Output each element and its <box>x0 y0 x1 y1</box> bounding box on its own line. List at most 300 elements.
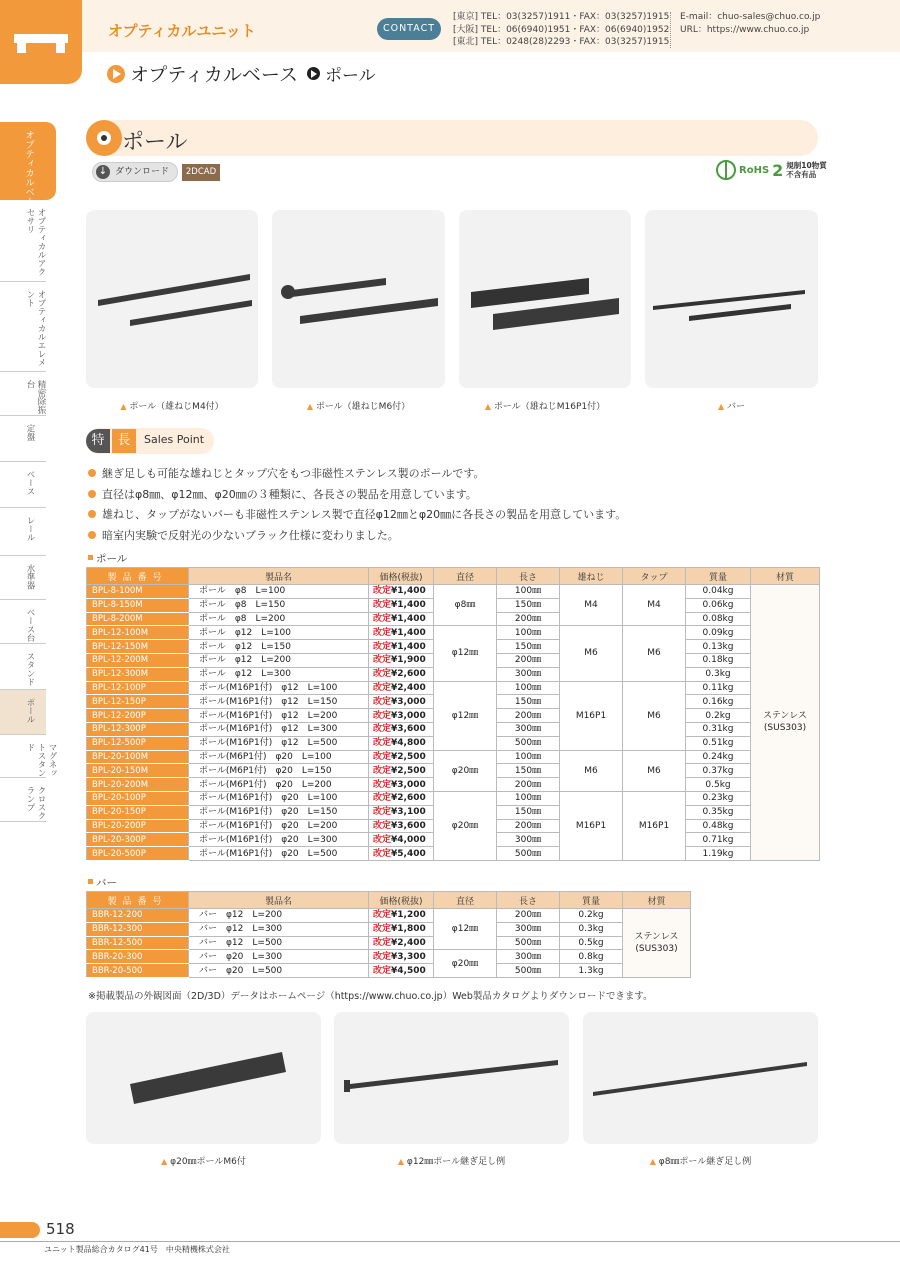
price-value: ¥1,200 <box>391 910 426 921</box>
diameter-cell: φ20㎜ <box>434 950 497 978</box>
feature-item: 継ぎ足しも可能な雄ねじとタップ穴をもつ非磁性ステンレス製のポールです。 <box>88 465 485 481</box>
sidenav-item-label: 精密除振台 <box>25 380 46 414</box>
revised-label: 改定 <box>373 951 392 962</box>
revised-label: 改定 <box>373 738 392 749</box>
footer-rule <box>0 1241 900 1242</box>
price-value: ¥3,000 <box>391 710 426 721</box>
product-name: バー φ12 L=500 <box>189 936 369 950</box>
revised-label: 改定 <box>373 613 392 624</box>
length-cell: 300㎜ <box>497 722 560 736</box>
section-title: オプティカルユニット <box>108 22 256 40</box>
product-name: ポール(M16P1付) φ12 L=300 <box>189 722 369 736</box>
weight-cell: 0.09kg <box>686 626 751 640</box>
pole-m6-image <box>272 210 445 388</box>
length-cell: 500㎜ <box>497 964 560 978</box>
globe-icon <box>716 160 736 180</box>
length-cell: 500㎜ <box>497 936 560 950</box>
length-cell: 500㎜ <box>497 847 560 861</box>
url-link[interactable]: URL：https://www.chuo.co.jp <box>680 24 810 35</box>
sidenav-item[interactable] <box>0 508 46 556</box>
feature-kanji-1: 特 <box>86 429 110 453</box>
column-header: 価格(税抜) <box>369 568 434 585</box>
pole-m4-image <box>86 210 258 388</box>
product-name: ポール(M16P1付) φ20 L=300 <box>189 833 369 847</box>
table-row <box>87 791 820 805</box>
revised-label: 改定 <box>373 937 392 948</box>
example-photo <box>583 1012 818 1144</box>
table-row <box>87 922 691 936</box>
diameter-cell: φ12㎜ <box>434 626 497 681</box>
price-cell <box>369 585 434 599</box>
pole-m16p1-image <box>459 210 631 388</box>
tap-cell: M16P1 <box>623 791 686 860</box>
price-value: ¥1,400 <box>391 627 426 638</box>
product-name: バー φ12 L=200 <box>189 909 369 923</box>
product-name: ポール φ12 L=300 <box>189 667 369 681</box>
product-name: ポール φ12 L=200 <box>189 653 369 667</box>
breadcrumb-main[interactable]: オプティカルベース <box>130 64 298 86</box>
product-code: BPL-20-200M <box>87 778 189 792</box>
price-cell <box>369 722 434 736</box>
example-photo <box>86 1012 321 1144</box>
caption-text: ポール（雄ねじM16P1付） <box>493 402 606 412</box>
product-photo <box>86 210 258 388</box>
price-value: ¥4,500 <box>391 965 426 976</box>
table-row <box>87 585 820 599</box>
tap-cell: M6 <box>623 626 686 681</box>
photo-caption: ▲ φ20㎜ポールM6付 <box>161 1157 246 1167</box>
price-value: ¥3,300 <box>391 951 426 962</box>
price-cell <box>369 612 434 626</box>
product-code: BPL-12-200M <box>87 653 189 667</box>
feature-kanji-2: 長 <box>112 429 136 453</box>
rohs-note-line: 不含有品 <box>786 170 817 179</box>
photo-caption: ▲ φ8㎜ポール継ぎ足し例 <box>649 1157 752 1167</box>
product-code: BPL-8-200M <box>87 612 189 626</box>
price-value: ¥2,400 <box>391 682 426 693</box>
caption-text: ポール（雄ねじM6付） <box>315 402 411 412</box>
product-code: BBR-12-500 <box>87 936 189 950</box>
table-row <box>87 750 820 764</box>
column-header: 製品番号 <box>87 568 189 585</box>
product-name: ポール(M16P1付) φ12 L=200 <box>189 709 369 723</box>
download-note: ※掲載製品の外観図面（2D/3D）データはホームページ（https://www.chuo.co.jp）Web製品カタログよりダウンロードできます。 <box>88 991 653 1002</box>
sidenav-item-label: スタンド <box>25 652 35 686</box>
photo-caption: ▲ ポール（雄ねじM4付） <box>120 402 224 412</box>
diameter-cell: φ20㎜ <box>434 750 497 791</box>
pole-table-heading: ポール <box>88 551 127 566</box>
cad-badge[interactable]: 2DCAD <box>182 164 220 181</box>
phone-tokyo: [東京] TEL：03(3257)1911・FAX：03(3257)1915 <box>453 12 670 22</box>
sidenav-item-label: ベース <box>25 470 35 496</box>
sidenav-item[interactable] <box>0 644 46 690</box>
page-title: ポール <box>122 130 188 155</box>
length-cell: 500㎜ <box>497 736 560 750</box>
page-number: 518 <box>46 1220 75 1238</box>
revised-label: 改定 <box>373 586 392 597</box>
weight-cell: 0.5kg <box>560 936 623 950</box>
weight-cell: 0.23kg <box>686 791 751 805</box>
price-cell <box>369 653 434 667</box>
sidenav-item-label: ポール <box>25 698 35 724</box>
price-cell <box>369 833 434 847</box>
title-dot-icon <box>97 131 111 145</box>
bar-spec-table <box>86 891 691 978</box>
price-value: ¥1,400 <box>391 613 426 624</box>
download-icon: ↓ <box>96 165 110 179</box>
price-cell <box>369 598 434 612</box>
product-code: BPL-8-100M <box>87 585 189 599</box>
product-code: BBR-12-200 <box>87 909 189 923</box>
pole-8-join-image <box>583 1012 818 1144</box>
product-code: BPL-12-150M <box>87 640 189 654</box>
length-cell: 100㎜ <box>497 585 560 599</box>
phone-list <box>453 11 669 49</box>
example-photo <box>334 1012 569 1144</box>
sidenav-item-label: 水準器 <box>25 564 35 590</box>
sidenav-item[interactable] <box>0 778 46 822</box>
product-name: バー φ12 L=300 <box>189 922 369 936</box>
price-value: ¥4,000 <box>391 834 426 845</box>
photo-caption: ▲ バー <box>717 402 746 412</box>
weight-cell: 0.08kg <box>686 612 751 626</box>
revised-label: 改定 <box>373 965 392 976</box>
material-cell: ステンレス (SUS303) <box>751 585 820 861</box>
feature-item: 暗室内実験で反射光の少ないブラック仕様に変わりました。 <box>88 527 399 543</box>
revised-label: 改定 <box>373 655 392 666</box>
sidenav-item[interactable] <box>0 462 46 508</box>
product-name: ポール(M16P1付) φ12 L=500 <box>189 736 369 750</box>
sidenav-item-label: レール <box>25 516 35 542</box>
revised-label: 改定 <box>373 793 392 804</box>
rohs-note <box>786 161 826 179</box>
price-cell <box>369 964 434 978</box>
length-cell: 200㎜ <box>497 612 560 626</box>
weight-cell: 0.11kg <box>686 681 751 695</box>
price-value: ¥1,400 <box>391 600 426 611</box>
revised-label: 改定 <box>373 710 392 721</box>
product-code: BPL-12-100M <box>87 626 189 640</box>
price-cell <box>369 750 434 764</box>
price-value: ¥2,600 <box>391 793 426 804</box>
product-code: BPL-12-300P <box>87 722 189 736</box>
revised-label: 改定 <box>373 641 392 652</box>
length-cell: 150㎜ <box>497 695 560 709</box>
price-cell <box>369 778 434 792</box>
pole-20-m6-image <box>86 1012 321 1144</box>
phone-osaka: [大阪] TEL：06(6940)1951・FAX：06(6940)1952 <box>453 24 670 35</box>
sidenav-item[interactable] <box>0 282 46 372</box>
price-value: ¥3,100 <box>391 807 426 818</box>
caption-text: ポール（雄ねじM4付） <box>129 402 224 412</box>
weight-cell: 0.5kg <box>686 778 751 792</box>
table-row <box>87 950 691 964</box>
weight-cell: 0.13kg <box>686 640 751 654</box>
bar-image <box>645 210 818 388</box>
product-code: BPL-12-150P <box>87 695 189 709</box>
price-value: ¥3,600 <box>391 820 426 831</box>
price-cell <box>369 667 434 681</box>
length-cell: 200㎜ <box>497 909 560 923</box>
sidenav-item-label: クロスクランプ <box>25 786 46 820</box>
table-row <box>87 909 691 923</box>
price-value: ¥1,400 <box>391 641 426 652</box>
photo-caption: ▲ ポール（雄ねじM6付） <box>306 402 411 412</box>
weight-cell: 0.48kg <box>686 819 751 833</box>
sidenav-item[interactable] <box>0 372 46 416</box>
product-code: BPL-20-200P <box>87 819 189 833</box>
product-name: ポール(M6P1付) φ20 L=150 <box>189 764 369 778</box>
price-cell <box>369 950 434 964</box>
sidenav-item[interactable] <box>0 200 46 282</box>
length-cell: 300㎜ <box>497 950 560 964</box>
product-name: ポール(M16P1付) φ12 L=150 <box>189 695 369 709</box>
sidenav-item-label: オプティカルアクセサリ <box>25 208 46 276</box>
weight-cell: 0.3kg <box>686 667 751 681</box>
table-row <box>87 964 691 978</box>
price-value: ¥2,500 <box>391 751 426 762</box>
weight-cell: 0.16kg <box>686 695 751 709</box>
bar-table-heading: バー <box>88 875 117 890</box>
product-name: ポール(M6P1付) φ20 L=100 <box>189 750 369 764</box>
revised-label: 改定 <box>373 910 392 921</box>
thread-cell: M16P1 <box>560 681 623 750</box>
thread-cell: M16P1 <box>560 791 623 860</box>
tap-cell: M6 <box>623 750 686 791</box>
price-cell <box>369 909 434 923</box>
footer-text: ユニット製品総合カタログ41号 中央精機株式会社 <box>44 1245 230 1254</box>
column-header: 材質 <box>751 568 820 585</box>
weight-cell: 0.37kg <box>686 764 751 778</box>
weight-cell: 0.31kg <box>686 722 751 736</box>
caption-text: バー <box>727 402 746 412</box>
sales-point-label: Sales Point <box>144 433 205 446</box>
contact-info <box>680 11 820 36</box>
diameter-cell: φ8㎜ <box>434 585 497 626</box>
sidenav-item[interactable] <box>0 735 57 778</box>
length-cell: 300㎜ <box>497 667 560 681</box>
price-value: ¥3,000 <box>391 779 426 790</box>
weight-cell: 0.18kg <box>686 653 751 667</box>
revised-label: 改定 <box>373 696 392 707</box>
product-name: ポール φ8 L=150 <box>189 598 369 612</box>
diameter-cell: φ12㎜ <box>434 909 497 950</box>
feature-item: 直径はφ8㎜、φ12㎜、φ20㎜の３種類に、各長さの製品を用意しています。 <box>88 486 477 502</box>
weight-cell: 0.35kg <box>686 805 751 819</box>
length-cell: 100㎜ <box>497 791 560 805</box>
rohs-number: 2 <box>772 160 784 180</box>
product-code: BPL-8-150M <box>87 598 189 612</box>
thread-cell: M6 <box>560 626 623 681</box>
length-cell: 200㎜ <box>497 653 560 667</box>
product-name: バー φ20 L=500 <box>189 964 369 978</box>
length-cell: 100㎜ <box>497 750 560 764</box>
product-name: ポール(M16P1付) φ20 L=500 <box>189 847 369 861</box>
price-value: ¥3,600 <box>391 724 426 735</box>
sidenav-item-label: マグネットスタンド <box>25 743 57 777</box>
price-value: ¥1,900 <box>391 655 426 666</box>
price-cell <box>369 764 434 778</box>
price-cell <box>369 791 434 805</box>
sidenav-item[interactable] <box>0 416 46 462</box>
column-header: 材質 <box>623 892 691 909</box>
pole-spec-table <box>86 567 820 861</box>
product-name: ポール φ12 L=150 <box>189 640 369 654</box>
weight-cell: 0.24kg <box>686 750 751 764</box>
price-cell <box>369 626 434 640</box>
play-icon <box>307 67 320 80</box>
table-row <box>87 626 820 640</box>
column-header: 価格(税抜) <box>369 892 434 909</box>
page-marker <box>0 1222 40 1238</box>
optical-base-icon <box>14 28 68 54</box>
diameter-cell: φ20㎜ <box>434 791 497 860</box>
product-code: BPL-20-100M <box>87 750 189 764</box>
product-photo <box>459 210 631 388</box>
price-cell <box>369 847 434 861</box>
column-header: 長さ <box>497 568 560 585</box>
price-cell <box>369 805 434 819</box>
price-value: ¥1,400 <box>391 586 426 597</box>
title-bar <box>86 120 818 156</box>
price-cell <box>369 819 434 833</box>
sidenav-item[interactable] <box>0 556 46 600</box>
sidenav-item-label: 定盤 <box>25 424 35 441</box>
revised-label: 改定 <box>373 682 392 693</box>
product-name: ポール φ12 L=100 <box>189 626 369 640</box>
column-header: 雄ねじ <box>560 568 623 585</box>
column-header: 直径 <box>434 892 497 909</box>
tap-cell: M4 <box>623 585 686 626</box>
price-value: ¥2,500 <box>391 765 426 776</box>
weight-cell: 1.19kg <box>686 847 751 861</box>
product-code: BPL-12-100P <box>87 681 189 695</box>
product-name: ポール(M16P1付) φ20 L=200 <box>189 819 369 833</box>
weight-cell: 1.3kg <box>560 964 623 978</box>
column-header: 製品名 <box>189 568 369 585</box>
revised-label: 改定 <box>373 779 392 790</box>
weight-cell: 0.06kg <box>686 598 751 612</box>
photo-caption: ▲ φ12㎜ポール継ぎ足し例 <box>397 1157 506 1167</box>
sidenav-item-label: オプティカルエレメント <box>25 290 46 367</box>
column-header: 質量 <box>686 568 751 585</box>
revised-label: 改定 <box>373 820 392 831</box>
column-header: 質量 <box>560 892 623 909</box>
revised-label: 改定 <box>373 724 392 735</box>
product-name: ポール(M16P1付) φ20 L=150 <box>189 805 369 819</box>
sidenav-active-label: オプティカルベース <box>23 130 34 216</box>
price-value: ¥1,800 <box>391 924 426 935</box>
product-code: BBR-20-300 <box>87 950 189 964</box>
table-row <box>87 936 691 950</box>
weight-cell: 0.71kg <box>686 833 751 847</box>
email-link[interactable]: E-mail：chuo-sales@chuo.co.jp <box>680 12 821 22</box>
revised-label: 改定 <box>373 807 392 818</box>
column-header: 製品名 <box>189 892 369 909</box>
length-cell: 150㎜ <box>497 598 560 612</box>
product-name: ポール(M16P1付) φ12 L=100 <box>189 681 369 695</box>
sidenav-item-label: ベース台 <box>25 608 35 642</box>
price-value: ¥3,000 <box>391 696 426 707</box>
length-cell: 150㎜ <box>497 805 560 819</box>
caption-text: φ8㎜ポール継ぎ足し例 <box>658 1157 752 1167</box>
caption-text: φ20㎜ポールM6付 <box>170 1157 246 1167</box>
thread-cell: M4 <box>560 585 623 626</box>
length-cell: 200㎜ <box>497 709 560 723</box>
product-name: ポール φ8 L=100 <box>189 585 369 599</box>
product-code: BBR-20-500 <box>87 964 189 978</box>
sidenav-item[interactable] <box>0 690 46 735</box>
price-value: ¥5,400 <box>391 848 426 859</box>
weight-cell: 0.8kg <box>560 950 623 964</box>
product-code: BPL-12-300M <box>87 667 189 681</box>
thread-cell: M6 <box>560 750 623 791</box>
weight-cell: 0.2kg <box>560 909 623 923</box>
price-cell <box>369 922 434 936</box>
weight-cell: 0.2kg <box>686 709 751 723</box>
phone-tohoku: [東北] TEL：0248(28)2293・FAX：03(3257)1915 <box>453 37 670 47</box>
rohs-note-line: 規制10物質 <box>786 161 827 170</box>
product-name: バー φ20 L=300 <box>189 950 369 964</box>
download-button[interactable]: ダウンロード <box>92 162 178 182</box>
breadcrumb-sub[interactable]: ポール <box>324 66 376 86</box>
revised-label: 改定 <box>373 627 392 638</box>
table-row <box>87 681 820 695</box>
product-name: ポール φ8 L=200 <box>189 612 369 626</box>
column-header: タップ <box>623 568 686 585</box>
breadcrumb <box>107 60 376 87</box>
contact-button[interactable]: CONTACT <box>377 18 441 40</box>
length-cell: 100㎜ <box>497 681 560 695</box>
product-code: BPL-12-500P <box>87 736 189 750</box>
product-code: BPL-20-150M <box>87 764 189 778</box>
caption-text: φ12㎜ポール継ぎ足し例 <box>406 1157 506 1167</box>
length-cell: 150㎜ <box>497 640 560 654</box>
price-cell <box>369 681 434 695</box>
length-cell: 150㎜ <box>497 764 560 778</box>
column-header: 長さ <box>497 892 560 909</box>
column-header: 直径 <box>434 568 497 585</box>
revised-label: 改定 <box>373 600 392 611</box>
photo-caption: ▲ ポール（雄ねじM16P1付） <box>484 402 606 412</box>
price-cell <box>369 736 434 750</box>
revised-label: 改定 <box>373 765 392 776</box>
product-code: BPL-20-150P <box>87 805 189 819</box>
length-cell: 300㎜ <box>497 922 560 936</box>
revised-label: 改定 <box>373 924 392 935</box>
weight-cell: 0.51kg <box>686 736 751 750</box>
price-value: ¥2,600 <box>391 669 426 680</box>
product-photo <box>272 210 445 388</box>
header-divider <box>670 12 671 48</box>
price-value: ¥2,400 <box>391 937 426 948</box>
diameter-cell: φ12㎜ <box>434 681 497 750</box>
revised-label: 改定 <box>373 751 392 762</box>
product-code: BPL-20-500P <box>87 847 189 861</box>
sidenav-item[interactable] <box>0 600 46 644</box>
revised-label: 改定 <box>373 834 392 845</box>
feature-item: 雄ねじ、タップがないバーも非磁性ステンレス製で直径φ12㎜とφ20㎜に各長さの製品を用意しています。 <box>88 506 626 522</box>
product-code: BPL-12-200P <box>87 709 189 723</box>
column-header: 製品番号 <box>87 892 189 909</box>
price-value: ¥4,800 <box>391 738 426 749</box>
product-code: BBR-12-300 <box>87 922 189 936</box>
length-cell: 200㎜ <box>497 778 560 792</box>
length-cell: 300㎜ <box>497 833 560 847</box>
weight-cell: 0.3kg <box>560 922 623 936</box>
weight-cell: 0.04kg <box>686 585 751 599</box>
rohs-badge <box>716 160 827 180</box>
